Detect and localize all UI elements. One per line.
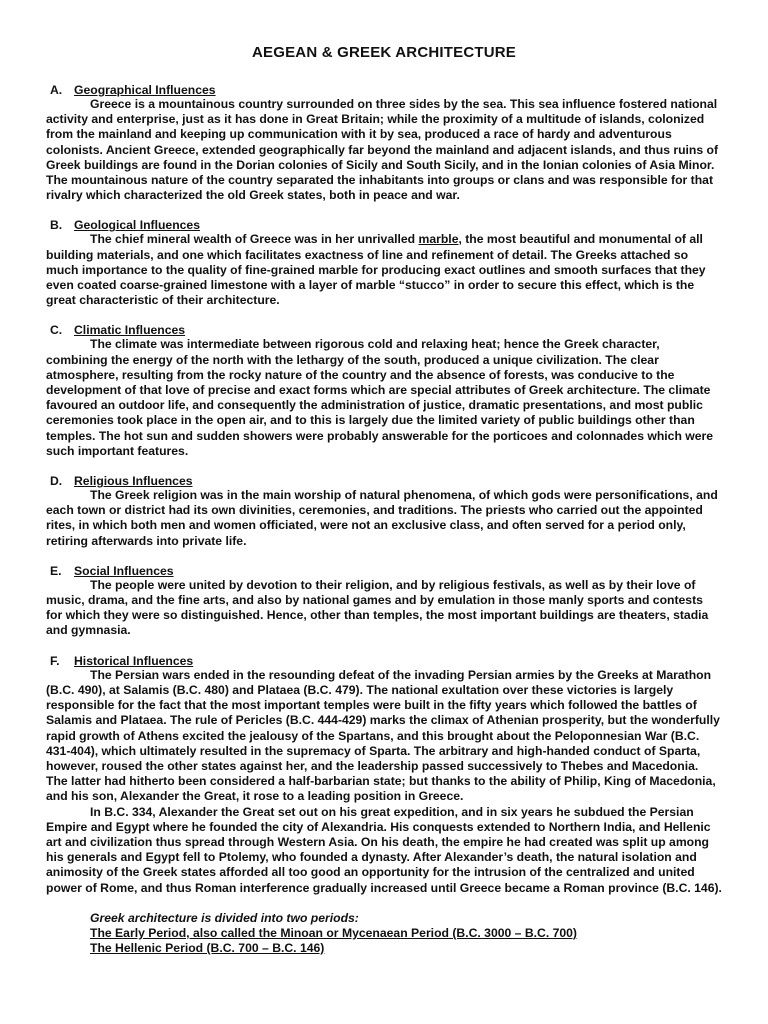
section-heading-label: Historical Influences bbox=[74, 653, 194, 668]
paragraph: The climate was intermediate between rigorous cold and relaxing heat; hence the Greek character, combining the energy of the north with the lethargy of the south, produced a unique civilization. The clear atmosphere, resulting from the rocky nature of the country and the absence of forests, was conducive to the development of that love of precise and exact forms which are special attributes of Greek architecture. The climate favoured an outdoor life, and consequently the administration of justice, dramatic presentations, and most public ceremonies took place in the open air, and to this is largely due the limited variety of public buildings other than temples. The hot sun and sudden showers were probably answerable for the porticoes and colonnades which were such important features. bbox=[46, 337, 714, 458]
section-heading bbox=[50, 218, 722, 232]
paragraph: The Greek religion was in the main worship of natural phenomena, of which gods were personifications, and each town or district had its own divinities, ceremonies, and traditions. The priests who carried out the appointed rites, in which both men and women officiated, were not an exclusive class, and often served for a period only, retiring afterwards into private life. bbox=[46, 488, 718, 548]
periods-block bbox=[46, 911, 722, 957]
section-geographical bbox=[46, 83, 722, 203]
periods-intro: Greek architecture is divided into two periods: bbox=[90, 910, 359, 925]
section-heading bbox=[50, 474, 722, 488]
paragraph-text: , the most beautiful and monumental of all building materials, and one which facilitates exactness of line and refinement of detail. The Greeks attached so much importance to the quality of fine-grained marble for producing exact outlines and smooth surfaces that they even coated coarse-grained limestone with a layer of marble “stucco” in order to secure this effect, which is the great characteristic of their architecture. bbox=[46, 232, 706, 308]
section-heading bbox=[50, 564, 722, 578]
paragraph: In B.C. 334, Alexander the Great set out on his great expedition, and in six years he subdued the Persian Empire and Egypt where he founded the city of Alexandria. His conquests extended to Northern India, and Hellenic art and civilization thus spread through Western Asia. On his death, the empire he had created was split up among his generals and Egypt fell to Ptolemy, who founded a dynasty. After Alexander’s death, the natural isolation and animosity of the Greek states afforded all too good an opportunity for the intrusion of the centralized and united power of Rome, and thus Roman interference gradually increased until Greece became a Roman province (B.C. 146). bbox=[46, 804, 722, 895]
period-early: The Early Period, also called the Minoan or Mycenaean Period (B.C. 3000 – B.C. 700) bbox=[90, 925, 577, 940]
paragraph bbox=[46, 232, 722, 308]
section-social bbox=[46, 564, 722, 639]
section-heading bbox=[50, 83, 722, 97]
section-heading-label: Climatic Influences bbox=[74, 323, 186, 338]
paragraph: The people were united by devotion to their religion, and by religious festivals, as well as by their love of music, drama, and the fine arts, and also by national games and by emulation in those manly sports and contests for which they were so distinguished. Hence, other than temples, the most important buildings are theaters, stadia and gymnasia. bbox=[46, 577, 709, 638]
period-hellenic: The Hellenic Period (B.C. 700 – B.C. 146) bbox=[90, 941, 325, 956]
section-heading bbox=[50, 323, 722, 337]
paragraph: Greece is a mountainous country surrounded on three sides by the sea. This sea influence fostered national activity and enterprise, just as it has done in Great Britain; while the proximity of a multitude of islands, colonized from the mainland and keeping up communication with it by sea, produced a race of hardy and adventurous colonists. Ancient Greece, extended geographically far beyond the mainland and adjacent islands, and thus ruins of Greek buildings are found in the Dorian colonies of Sicily and South Sicily, and in the Ionian colonies of Asia Minor. The mountainous nature of the country separated the inhabitants into groups or clans and was responsible for that rivalry which characterized the old Greek states, both in peace and war. bbox=[46, 97, 719, 203]
section-religious bbox=[46, 474, 722, 549]
underlined-term: marble bbox=[418, 232, 459, 247]
section-heading-label: Religious Influences bbox=[74, 474, 193, 489]
section-letter: B. bbox=[50, 218, 63, 233]
section-heading bbox=[50, 654, 722, 668]
section-heading-label: Geographical Influences bbox=[74, 83, 216, 97]
section-letter: C. bbox=[50, 323, 63, 338]
section-letter: F. bbox=[50, 653, 60, 668]
section-geological bbox=[46, 218, 722, 308]
section-climatic bbox=[46, 323, 722, 459]
section-heading-label: Social Influences bbox=[74, 563, 174, 578]
section-letter: D. bbox=[50, 474, 63, 489]
section-heading-label: Geological Influences bbox=[74, 218, 200, 233]
paragraph: The Persian wars ended in the resounding defeat of the invading Persian armies by the Greeks at Marathon (B.C. 490), at Salamis (B.C. 480) and Plataea (B.C. 479). The national exultation over these victories is largely responsible for the fact that the most important temples were built in the fifty years which followed the battles of Salamis and Plataea. The rule of Pericles (B.C. 444-429) marks the climax of Athenian prosperity, but the wonderfully rapid growth of Athens excited the jealousy of the Spartans, and this brought about the Peloponnesian War (B.C. 431-404), which ultimately resulted in the supremacy of Sparta. The arbitrary and high-handed conduct of Sparta, however, roused the other states against her, and the leadership passed successively to Thebes and Macedonia. The latter had hitherto been considered a half-barbarian state; but thanks to the ability of Philip, King of Macedonia, and his son, Alexander the Great, it rose to a leading position in Greece. bbox=[46, 667, 720, 804]
section-historical bbox=[46, 654, 722, 896]
paragraph-text: The chief mineral wealth of Greece was in her unrivalled bbox=[90, 232, 419, 247]
section-letter: A. bbox=[50, 83, 63, 97]
section-letter: E. bbox=[50, 563, 62, 578]
page-title: AEGEAN & GREEK ARCHITECTURE bbox=[251, 44, 517, 61]
